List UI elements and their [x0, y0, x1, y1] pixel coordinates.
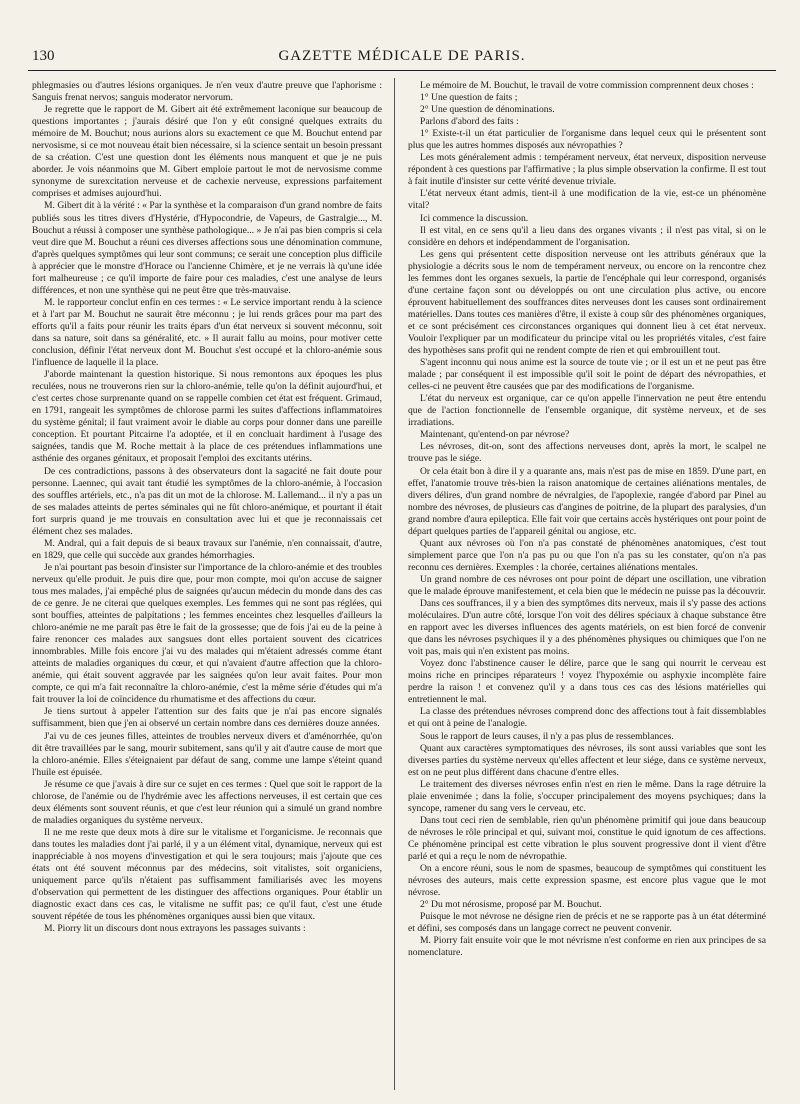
paragraph: 1° Existe-t-il un état particulier de l'organisme dans lequel ceux qui le présentent sont plus que les autres hommes disposés aux névropathies ? [408, 128, 766, 152]
paragraph: Maintenant, qu'entend-on par névrose? [420, 429, 570, 441]
paragraph: M. Piorry lit un discours dont nous extrayons les passages suivants : [44, 923, 306, 935]
paragraph: Ici commence la discussion. [420, 212, 529, 224]
paragraph: M. le rapporteur conclut enfin en ces termes : « Le service important rendu à la science et à l'art par M. Bouchut ne saurait être méconnu ; je lui rends grâces pour ma part des efforts qu'il a faits pour réunir les traits épars d'un état nerveux si souvent méconnu, soit dans sa nature, soit dans sa généralité, etc. » Il aurait fallu au moins, pour motiver cette conclusion, définir l'état nerveux dont M. Bouchut s'est occupé et la chloro-anémie sous l'influence de laquelle il la place. [32, 296, 382, 369]
paragraph: Les névroses, dit-on, sont des affections nerveuses dont, après la mort, le scalpel ne trouve pas le siége. [408, 441, 766, 465]
paragraph: Il ne me reste que deux mots à dire sur le vitalisme et l'organicisme. Je reconnais que dans toutes les maladies dont j'ai parlé, il y a un élément vital, dynamique, nerveux qui est inappréciable à nos moyens d'investigation et qui le sera toujours; mais j'ajoute que ces états ont été souvent méconnus par des médecins, soit vitalistes, soit organiciens, uniquement parce qu'ils n'étaient pas suffisamment familiarisés avec les moyens d'observation qui permettent de les distinguer des affections organiques. Pour établir un diagnostic exact dans ces cas, le vitalisme ne suffit pas; ce qu'il faut, c'est une étude souvent répétée de tous les phénomènes organiques aussi bien que vitaux. [32, 826, 382, 923]
paragraph: Dans ces souffrances, il y a bien des symptômes dits nerveux, mais il s'y passe des actions moléculaires. D'un autre côté, lorsque l'on voit des délires spéciaux à chaque substance être en rapport avec les diverses influences des agents matériels, on est bien forcé de convenir que dans les névroses psychiques il y a des phénomènes physiques ou chimiques que l'on ne voit pas, mais qui n'en existent pas moins. [408, 598, 766, 658]
paragraph: L'état nerveux étant admis, tient-il à une modification de la vie, est-ce un phénomène vital? [408, 188, 766, 212]
paragraph: Il est vital, en ce sens qu'il a lieu dans des organes vivants ; il n'est pas vital, si on le considère en dehors et indépendamment de l'organisation. [408, 224, 766, 248]
paragraph: Le mémoire de M. Bouchut, le travail de votre commission comprennent deux choses : [420, 80, 754, 91]
paragraph: Parlons d'abord des faits : [420, 116, 519, 128]
paragraph: Puisque le mot névrose ne désigne rien de précis et ne se rapporte pas à un état déterminé et défini, ses composés dans un langage correct ne peuvent convenir. [408, 911, 766, 935]
paragraph: M. Andral, qui a fait depuis de si beaux travaux sur l'anémie, n'en connaissait, d'autre, en 1829, que celle qui succède aux grandes hémorrhagies. [32, 537, 382, 561]
paragraph: Je tiens surtout à appeler l'attention sur des faits que je n'ai pas encore signalés suffisamment, bien que j'en ai observé un certain nombre dans ces dernières douze années. [32, 706, 382, 730]
paragraph: La classe des prétendues névroses comprend donc des affections tout à fait dissemblables et qui ont à peine de l'analogie. [408, 706, 766, 730]
paragraph: De ces contradictions, passons à des observateurs dont la sagacité ne fait doute pour personne. Laennec, qui avait tant étudié les symptômes de la chloro-anémie, à l'occasion des souffles artériels, etc., n'a pas dit un mot de la chlorose. M. Lallemand... il n'y a pas un de ses malades atteints de pertes séminales qui ne fût chloro-anémique, et pourtant il était fort surpris quand je me trouvais en consultation avec lui et que je reconnaissais cet élément chez ses malades. [32, 465, 382, 537]
page-header [28, 46, 776, 71]
paragraph: Je n'ai pourtant pas besoin d'insister sur l'importance de la chloro-anémie et des troubles nerveux qu'elle produit. Je puis dire que, pour mon compte, moi qu'on accuse de saigner tous mes malades, j'ai empêché plus de saignées qu'aucun médecin du monde dans des cas de ce genre. Je ne citerai que quelques exemples. Les femmes qui ne sont pas réglées, qui sont bouffies, atteintes de palpitations ; les femmes enceintes chez lesquelles d'ailleurs la chloro-anémie ne me paraît pas être le fait de la grossesse; que de fois j'ai eu de la peine à faire renoncer ces malades aux sangsues dont elles portaient souvent des cicatrices innombrables. Mille fois encore j'ai vu des malades qui m'étaient adressés comme étant atteints de maladies organiques du cœur, et qui n'avaient d'autre affection que la chloro-anémie, qui était souvent aggravée par les saignées qu'on leur avait faites. Pour mon compte, ce qui m'a fait reconnaître la chloro-anémie, c'est la même série d'études qui m'a fait trouver la loi de coïncidence du rhumatisme et des affections du cœur. [32, 561, 382, 706]
page-number: 130 [32, 48, 55, 64]
paragraph: On a encore réuni, sous le nom de spasmes, beaucoup de symptômes qui constituent les névroses des auteurs, mais cette expression spasme, est encore plus vague que le mot névrose. [408, 863, 766, 899]
paragraph: Le traitement des diverses névroses enfin n'est en rien le même. Dans la rage détruire la plaie envenimée ; dans la folie, s'occuper principalement des moyens psychiques; dans la syncope, ramener du sang vers le cerveau, etc. [408, 778, 766, 814]
paragraph: 2° Une question de dénominations. [420, 104, 555, 116]
paragraph: Quant aux caractères symptomatiques des névroses, ils sont aussi variables que sont les diverses parties du système nerveux qu'elles affectent et leur siége, dans ce système nerveux, est on ne peut plus différent dans chacune d'entre elles. [408, 742, 766, 778]
paragraph: Or cela était bon à dire il y a quarante ans, mais n'est pas de mise en 1859. D'une part, en effet, l'anatomie trouve très-bien la raison anatomique de certaines aliénations mentales, de divers délires, d'un grand nombre de névralgies, de l'apoplexie, rangée d'abord par Pinel au nombre des névroses, de plusieurs cas d'angines de poitrine, de la plupart des paralysies, d'un grand nombre d'aura epileptica. Elle fait voir que certains accès hystériques ont pour point de départ quelques parties de l'appareil génital ou angiose, etc. [408, 465, 766, 537]
paragraph: M. Piorry fait ensuite voir que le mot névrisme n'est conforme en rien aux principes de sa nomenclature. [408, 935, 766, 959]
paragraph: Je résume ce que j'avais à dire sur ce sujet en ces termes : Quel que soit le rapport de la chlorose, de l'anémie ou de l'hydrémie avec les affections nerveuses, il est certain que ces deux éléments sont souvent réunis, et que c'est leur réunion qui a simulé un grand nombre de maladies organiques du système nerveux. [32, 778, 382, 826]
paragraph: Sous le rapport de leurs causes, il n'y a pas plus de ressemblances. [420, 730, 674, 742]
paragraph: Voyez donc l'abstinence causer le délire, parce que le sang qui nourrit le cerveau est moins riche en principes réparateurs ! voyez l'hypoxémie ou asphyxie incomplète faire perdre la raison ! et convenez qu'il y a dans tous ces cas des lésions matérielles qui entretiennent le mal. [408, 658, 766, 706]
paragraph: phlegmasies ou d'autres lésions organiques. Je n'en veux d'autre preuve que l'aphorisme : Sanguis frenat nervos; sanguis moderator nervorum. [32, 80, 382, 104]
paragraph: J'ai vu de ces jeunes filles, atteintes de troubles nerveux divers et d'aménorrhée, qu'on dit être travaillées par le sang, mourir subitement, sans qu'il y ait d'autre cause de mort que la chloro-anémie. Elles s'éteignaient par défaut de sang, comme une lampe s'éteint quand l'huile est épuisée. [32, 730, 382, 778]
paragraph: Les mots généralement admis : tempérament nerveux, état nerveux, disposition nerveuse répondent à ces questions par l'affirmative ; la plus simple observation la confirme. Il est tout à fait inutile d'insister sur cette vérité devenue triviale. [408, 152, 766, 188]
paragraph: 1° Une question de faits ; [420, 92, 518, 104]
paragraph: L'état du nerveux est organique, car ce qu'on appelle l'innervation ne peut être entendu que de l'action fonctionnelle de l'ensemble organique, dit système nerveux, et de ses irradiations. [408, 393, 766, 429]
journal-title: GAZETTE MÉDICALE DE PARIS. [278, 48, 526, 64]
left-column [32, 80, 382, 1090]
paragraph: Les gens qui présentent cette disposition nerveuse ont les attributs généraux que la physiologie a décrits sous le nom de tempérament nerveux, ou encore on la rencontre chez les femmes dont les organes sexuels, la partie de l'encéphale qui leur correspond, organisés d'une certaine façon sont ou développés ou ont une circulation plus active, ou encore éprouvent habituellement des souffrances dites nerveuses dont les causes sont ordinairement matérielles. Dans toutes ces manières d'être, il existe à coup sûr des phénomènes organiques, et ce sont précisément ces circonstances organiques qui donnent lieu à cet état nerveux. Vouloir l'expliquer par un modificateur du principe vital ou les propriétés vitales, c'est faire des hypothèses sans profit qui ne rendent compte de rien et qui embrouillent tout. [408, 248, 766, 357]
right-column [408, 80, 766, 1090]
column-divider [394, 78, 395, 1090]
paragraph: S'agent inconnu qui nous anime est la source de toute vie ; or il est un et ne peut pas être malade ; par conséquent il est impossible qu'il soit le point de départ des névropathies, et celles-ci ne peuvent être causées que par des modifications de l'organisme. [408, 357, 766, 393]
paragraph: Quant aux névroses où l'on n'a pas constaté de phénomènes anatomiques, c'est tout simplement parce que l'on n'a pas pu ou que l'on n'a pas su les constater, qu'on n'a pas reconnu ces dernières. Exemples : la chorée, certaines aliénations mentales. [408, 537, 766, 573]
paragraph: Dans tout ceci rien de semblable, rien qu'un phénomène primitif qui joue dans beaucoup de névroses le rôle principal et qui, suivant moi, constitue le quid ignotum de ces affections. Ce phénomène principal est cette vibration le plus souvent progressive dont il vient d'être parlé et qui a reçu le nom de névropathie. [408, 814, 766, 862]
paragraph: J'aborde maintenant la question historique. Si nous remontons aux époques les plus reculées, nous ne trouverons rien sur la chloro-anémie, telle qu'on la définit aujourd'hui, et c'est certes chose surprenante quand on se rappelle combien cet état est fréquent. Grimaud, en 1791, rangeait les symptômes de chlorose parmi les suites d'affections inflammatoires du système génital; il faut vraiment avoir le diable au corps pour donner dans une pareille conception. Et pourtant Pitcairne l'a adoptée, et il en concluait hardiment à l'usage des saignées, tandis que M. Roche mettait à la place de ces prétendues inflammations une asthénie des organes génitaux, et proposait l'emploi des excitants utérins. [32, 369, 382, 465]
paragraph: 2° Du mot nérosisme, proposé par M. Bouchut. [420, 899, 602, 911]
paragraph: Je regrette que le rapport de M. Gibert ait été extrêmement laconique sur beaucoup de questions importantes ; j'aurais désiré que l'on y eût consigné quelques extraits du mémoire de M. Bouchut; nous aurions alors su exactement ce que M. Bouchut entend par nervosisme, si ce mot nouveau était bien nécessaire, si la science sentait un besoin pressant de sa création. C'est une question dont les éléments nous manquent et que je ne puis aborder. Je vois néanmoins que M. Gibert emploie partout le mot de nervosisme comme synonyme de surexcitation nerveuse et de cachexie nerveuse, expressions parfaitement comprises et admises aujourd'hui. [32, 104, 382, 200]
paragraph: Un grand nombre de ces névroses ont pour point de départ une oscillation, une vibration que le malade éprouve manifestement, et cela bien que le médecin ne puisse pas la découvrir. [408, 573, 766, 597]
paragraph: M. Gibert dit à la vérité : « Par la synthèse et la comparaison d'un grand nombre de faits publiés sous les titres divers d'Hystérie, d'Hypocondrie, de Vapeurs, de Gastralgie..., M. Bouchut a réussi à composer une synthèse pathologique... » Je n'ai pas bien compris si cela veut dire que M. Bouchut a réuni ces diverses affections sous une dénomination commune, d'après quelques symptômes qui leur sont communs; ce serait une conception plus difficile à apprécier que le monstre d'Horace ou l'ancienne Chimère, et je ne verrais là qu'une idée fort malheureuse ; ce qu'il importe de faire pour ces maladies, c'est une analyse de leurs différences, et non une synthèse qui ne peut être que très-mauvaise. [32, 200, 382, 296]
